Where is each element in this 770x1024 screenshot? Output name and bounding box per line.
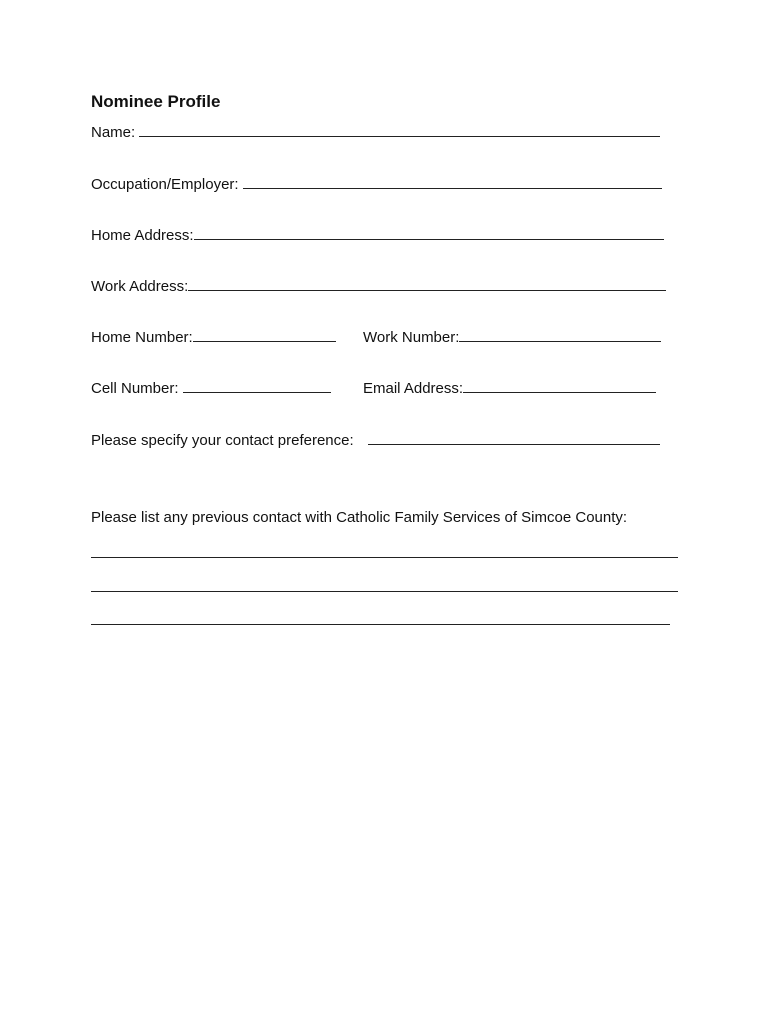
home-number-label: Home Number: (91, 329, 193, 346)
name-field[interactable] (139, 122, 660, 137)
work-number-label: Work Number: (363, 329, 460, 346)
name-row (91, 122, 660, 141)
previous-contact-line-3[interactable] (91, 623, 670, 625)
home-address-field[interactable] (194, 225, 664, 240)
occupation-label: Occupation/Employer: (91, 176, 239, 193)
home-number-field[interactable] (193, 327, 336, 342)
name-label: Name: (91, 124, 136, 141)
contact-preference-label: Please specify your contact preference: (91, 432, 354, 449)
previous-contact-label: Please list any previous contact with Catholic Family Services of Simcoe County: (91, 509, 628, 526)
home-address-label: Home Address: (91, 227, 194, 244)
email-field[interactable] (463, 378, 656, 393)
email-label: Email Address: (363, 380, 464, 397)
previous-contact-line-2[interactable] (91, 590, 678, 592)
cell-number-label: Cell Number: (91, 380, 179, 397)
previous-contact-row (91, 509, 627, 526)
home-number-row (91, 327, 336, 346)
occupation-field[interactable] (243, 174, 662, 189)
work-address-label: Work Address: (91, 278, 189, 295)
work-number-field[interactable] (459, 327, 661, 342)
cell-number-row (91, 378, 331, 397)
contact-preference-field[interactable] (368, 430, 660, 445)
email-row (363, 378, 656, 397)
home-address-row (91, 225, 664, 244)
occupation-row (91, 174, 662, 193)
form-title: Nominee Profile (91, 92, 221, 111)
work-number-row (363, 327, 661, 346)
cell-number-field[interactable] (183, 378, 331, 393)
contact-preference-row (91, 430, 660, 449)
previous-contact-line-1[interactable] (91, 556, 678, 558)
work-address-row (91, 276, 666, 295)
work-address-field[interactable] (188, 276, 666, 291)
